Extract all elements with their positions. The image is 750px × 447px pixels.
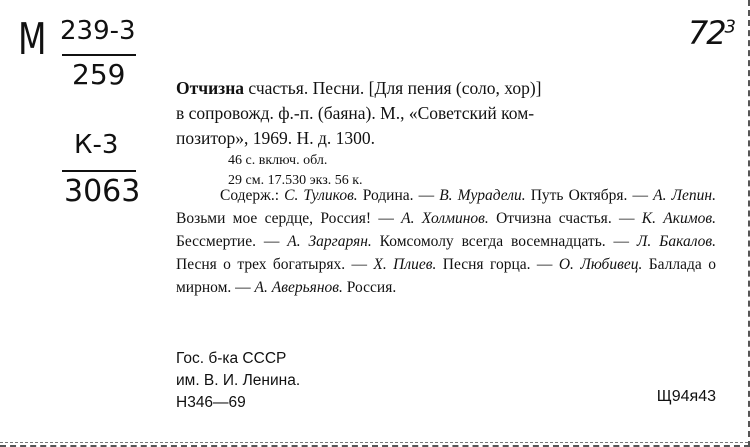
contents-author: А. Аверьянов. [254, 279, 343, 296]
contents-author: А. Лепин. [653, 187, 716, 204]
cipher-bottom: 259 [72, 58, 126, 91]
contents-song: Родина. — [357, 187, 440, 204]
contents-author: С. Туликов. [284, 187, 358, 204]
contents-song: Комсомолу всегда восемнадцать. — [371, 233, 637, 250]
record-line-1-rest: счастья. Песни. [Для пения (соло, хор)] [244, 78, 542, 98]
contents-song: Возьми мое сердце, Россия! — [176, 210, 402, 227]
code-top: К-3 [74, 130, 119, 160]
record-line-3: позитор», 1969. Н. д. 1300. [176, 128, 375, 148]
library-line-3: Н346—69 [176, 394, 246, 411]
corner-note-sup: 3 [724, 16, 734, 38]
record-line-1 [176, 76, 714, 101]
contents-author: О. Любивец. [558, 256, 643, 273]
cipher-divider [62, 54, 136, 56]
contents-author: Л. Бакалов. [636, 233, 716, 250]
contents-song: Баллада о мирном. — [176, 256, 716, 296]
contents-song: Песня горца. — [436, 256, 559, 273]
contents-author: А. Холминов. [401, 210, 489, 227]
record-pages: 46 с. включ. обл. [228, 153, 328, 168]
contents-author: Х. Плиев. [373, 256, 437, 273]
contents-author: А. Заргарян. [287, 233, 372, 250]
contents-note [176, 184, 716, 299]
library-stamp [176, 348, 300, 414]
contents-song: Отчизна счастья. — [488, 210, 642, 227]
record-title: Отчизна [176, 78, 245, 98]
contents-song: Бессмертие. — [176, 233, 288, 250]
card-edge [0, 442, 748, 443]
code-bottom: 3063 [64, 174, 141, 209]
contents-label: Содерж.: [220, 187, 285, 204]
code-divider [62, 170, 136, 172]
corner-note-main: 72 [687, 14, 725, 52]
record-size: 29 см. 17.530 экз. 56 к. [228, 173, 363, 188]
contents-song: Песня о трех богатырях. — [176, 256, 374, 273]
contents-author: В. Мурадели. [439, 187, 526, 204]
library-line-2: им. В. И. Ленина. [176, 372, 301, 389]
corner-handwritten-note [688, 14, 734, 52]
contents-song: Россия. [342, 279, 397, 296]
cipher-letter: М [18, 14, 47, 65]
record-line-2: в сопровожд. ф.-п. (баяна). М., «Советский ком- [176, 103, 535, 123]
contents-song: Путь Октября. — [525, 187, 654, 204]
library-line-1: Гос. б-ка СССР [176, 350, 287, 367]
contents-author: К. Акимов. [641, 210, 716, 227]
shelf-code: Щ94я43 [656, 388, 716, 405]
cipher-top: 239-3 [60, 16, 136, 46]
bibliographic-record [176, 76, 714, 151]
